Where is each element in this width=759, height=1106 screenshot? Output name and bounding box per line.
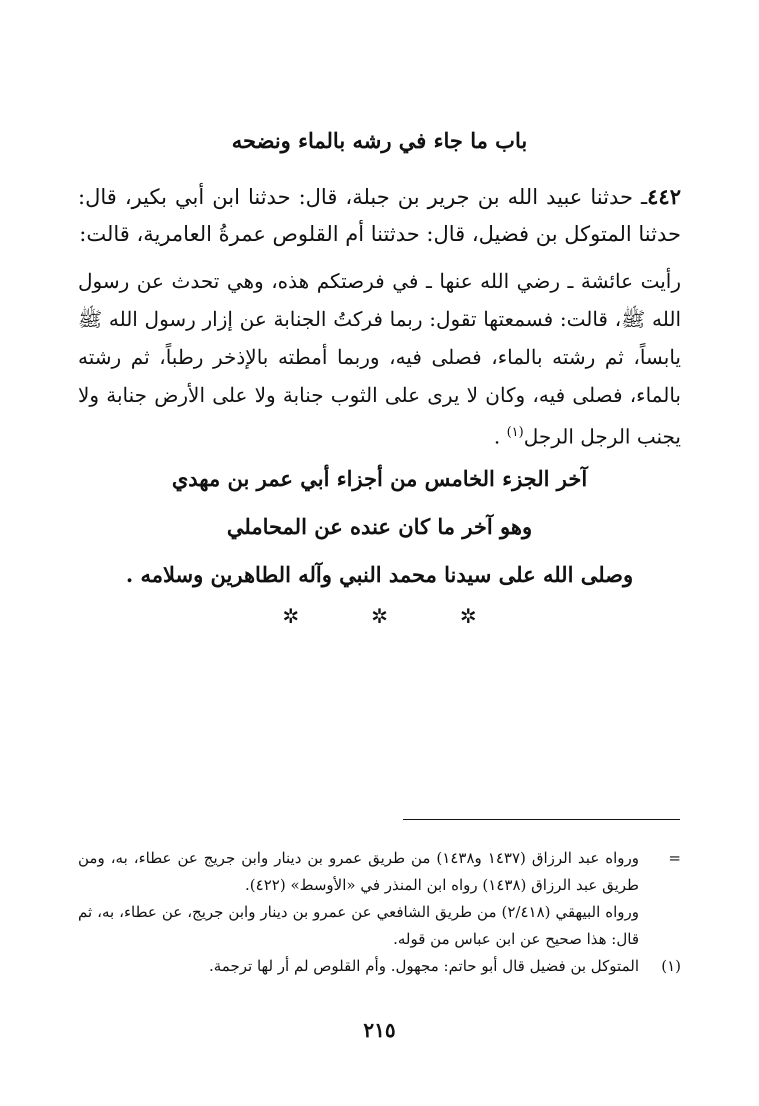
footnote-mark: =	[668, 849, 681, 867]
footnote-item	[78, 953, 681, 980]
footnote-item	[78, 845, 681, 899]
page-number: ٢١٥	[363, 1018, 396, 1042]
section-separator	[0, 604, 759, 628]
footnote-reference[interactable]: (١)	[506, 425, 524, 440]
chapter-title: باب ما جاء في رشه بالماء ونضحه	[231, 128, 528, 153]
footnotes	[78, 845, 681, 980]
footnote-text: ورواه البيهقي (٢/٤١٨) من طريق الشافعي عن عمرو بن دينار وابن جريج، عن عطاء، به، ثم قال: هذا صحيح عن ابن عباس من قوله.	[78, 903, 639, 948]
footnote-divider	[403, 819, 680, 820]
hadith-end-period: .	[493, 424, 501, 449]
star-ornament-icon: ✲	[371, 604, 388, 628]
hadith-number: ٤٤٢	[647, 184, 681, 209]
hadith-isnad	[78, 178, 681, 253]
hadith-matn: رأيت عائشة ـ رضي الله عنها ـ في فرصتكم هذه، وهي تحدث عن رسول الله ﷺ، قالت: فسمعتها تقول: ربما فركتُ الجنابة عن إزار رسول الله ﷺ يابساً، ثم رشته بالماء، فصلى فيه، وربما أمطته بالإذخر رطباً، ثم رشته بالماء، فصلى فيه، وكان لا يرى على الثوب جنابة ولا على الأرض جنابة ولا يجنب الرجل الرجل	[78, 269, 681, 449]
footnote-item	[78, 899, 681, 953]
footnote-mark: (١)	[661, 957, 681, 975]
footnote-text: ورواه عبد الرزاق (١٤٣٧ و١٤٣٨) من طريق عمرو بن دينار وابن جريج عن عطاء، به، ومن طريق عبد الرزاق (١٤٣٨) رواه ابن المنذر في «الأوسط» (٤٢٢).	[78, 849, 640, 894]
star-ornament-icon: ✲	[282, 604, 300, 628]
footnote-text: المتوكل بن فضيل قال أبو حاتم: مجهول. وأم القلوص لم أر لها ترجمة.	[209, 957, 639, 975]
hadith-chain: ـ حدثنا عبيد الله بن جرير بن جبلة، قال: حدثنا ابن أبي بكير، قال: حدثنا المتوكل بن فضيل، قال: حدثتنا أم القلوص عمرةُ العامرية، قالت:	[78, 185, 681, 246]
closing-line-1: آخر الجزء الخامس من أجزاء أبي عمر بن مهدي	[171, 466, 588, 491]
star-ornament-icon: ✲	[459, 604, 477, 628]
closing-line-3: وصلى الله على سيدنا محمد النبي وآله الطاهرين وسلامه .	[125, 562, 634, 587]
hadith-text	[78, 262, 681, 456]
closing-line-2: وهو آخر ما كان عنده عن المحاملي	[226, 514, 533, 539]
